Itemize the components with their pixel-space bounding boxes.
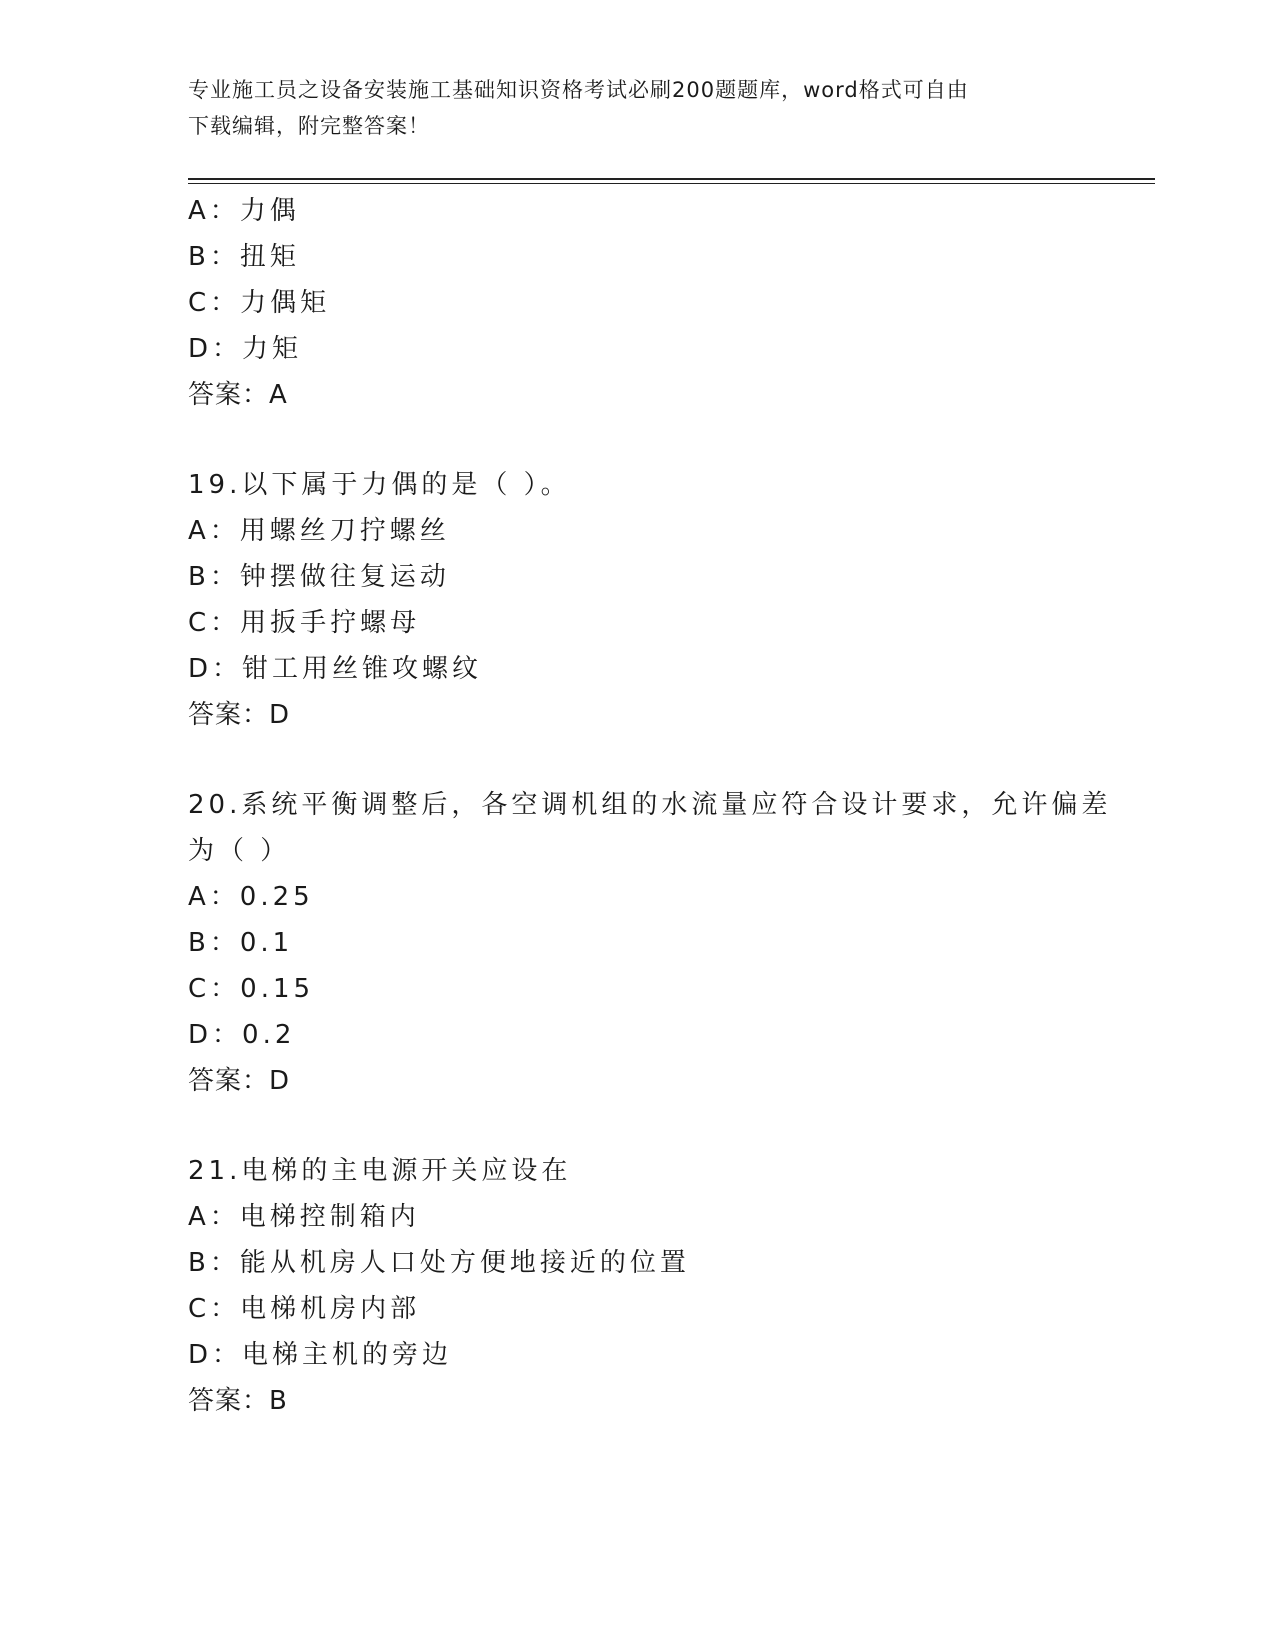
option-a: A：0.25: [188, 882, 314, 912]
question-title-line-1: 20.系统平衡调整后，各空调机组的水流量应符合设计要求，允许偏差: [188, 790, 1112, 820]
option-b: B：钟摆做往复运动: [188, 562, 450, 592]
header-divider-thick: [188, 178, 1155, 180]
question-title: 19.以下属于力偶的是（ ）。: [188, 470, 571, 500]
answer-text: 答案：D: [188, 700, 291, 730]
option-b: B：扭矩: [188, 242, 300, 272]
question-block-21: [188, 1148, 1088, 1424]
header-divider-thin: [188, 183, 1155, 184]
option-c: C：用扳手拧螺母: [188, 608, 421, 638]
option-a: A：力偶: [188, 196, 300, 226]
question-title-line-2: 为（ ）: [188, 836, 291, 866]
answer-text: 答案：A: [188, 380, 288, 410]
question-block-18: [188, 188, 1088, 418]
option-c: C：0.15: [188, 974, 315, 1004]
answer-text: 答案：D: [188, 1066, 291, 1096]
question-block-20: [188, 782, 1112, 1104]
option-d: D：力矩: [188, 334, 303, 364]
document-header: [188, 72, 1088, 144]
header-line-2: 下载编辑，附完整答案！: [188, 114, 430, 138]
option-c: C：力偶矩: [188, 288, 331, 318]
option-d: D：钳工用丝锥攻螺纹: [188, 654, 483, 684]
option-d: D：电梯主机的旁边: [188, 1340, 453, 1370]
option-c: C：电梯机房内部: [188, 1294, 421, 1324]
option-a: A：用螺丝刀拧螺丝: [188, 516, 450, 546]
question-block-19: [188, 462, 1088, 738]
option-d: D：0.2: [188, 1020, 296, 1050]
option-b: B：0.1: [188, 928, 294, 958]
question-list: [188, 188, 1112, 1424]
option-b: B：能从机房人口处方便地接近的位置: [188, 1248, 690, 1278]
question-title: 21.电梯的主电源开关应设在: [188, 1156, 572, 1186]
option-a: A：电梯控制箱内: [188, 1202, 420, 1232]
header-line-1: 专业施工员之设备安装施工基础知识资格考试必刷200题题库，word格式可自由: [188, 78, 969, 102]
answer-text: 答案：B: [188, 1386, 288, 1416]
